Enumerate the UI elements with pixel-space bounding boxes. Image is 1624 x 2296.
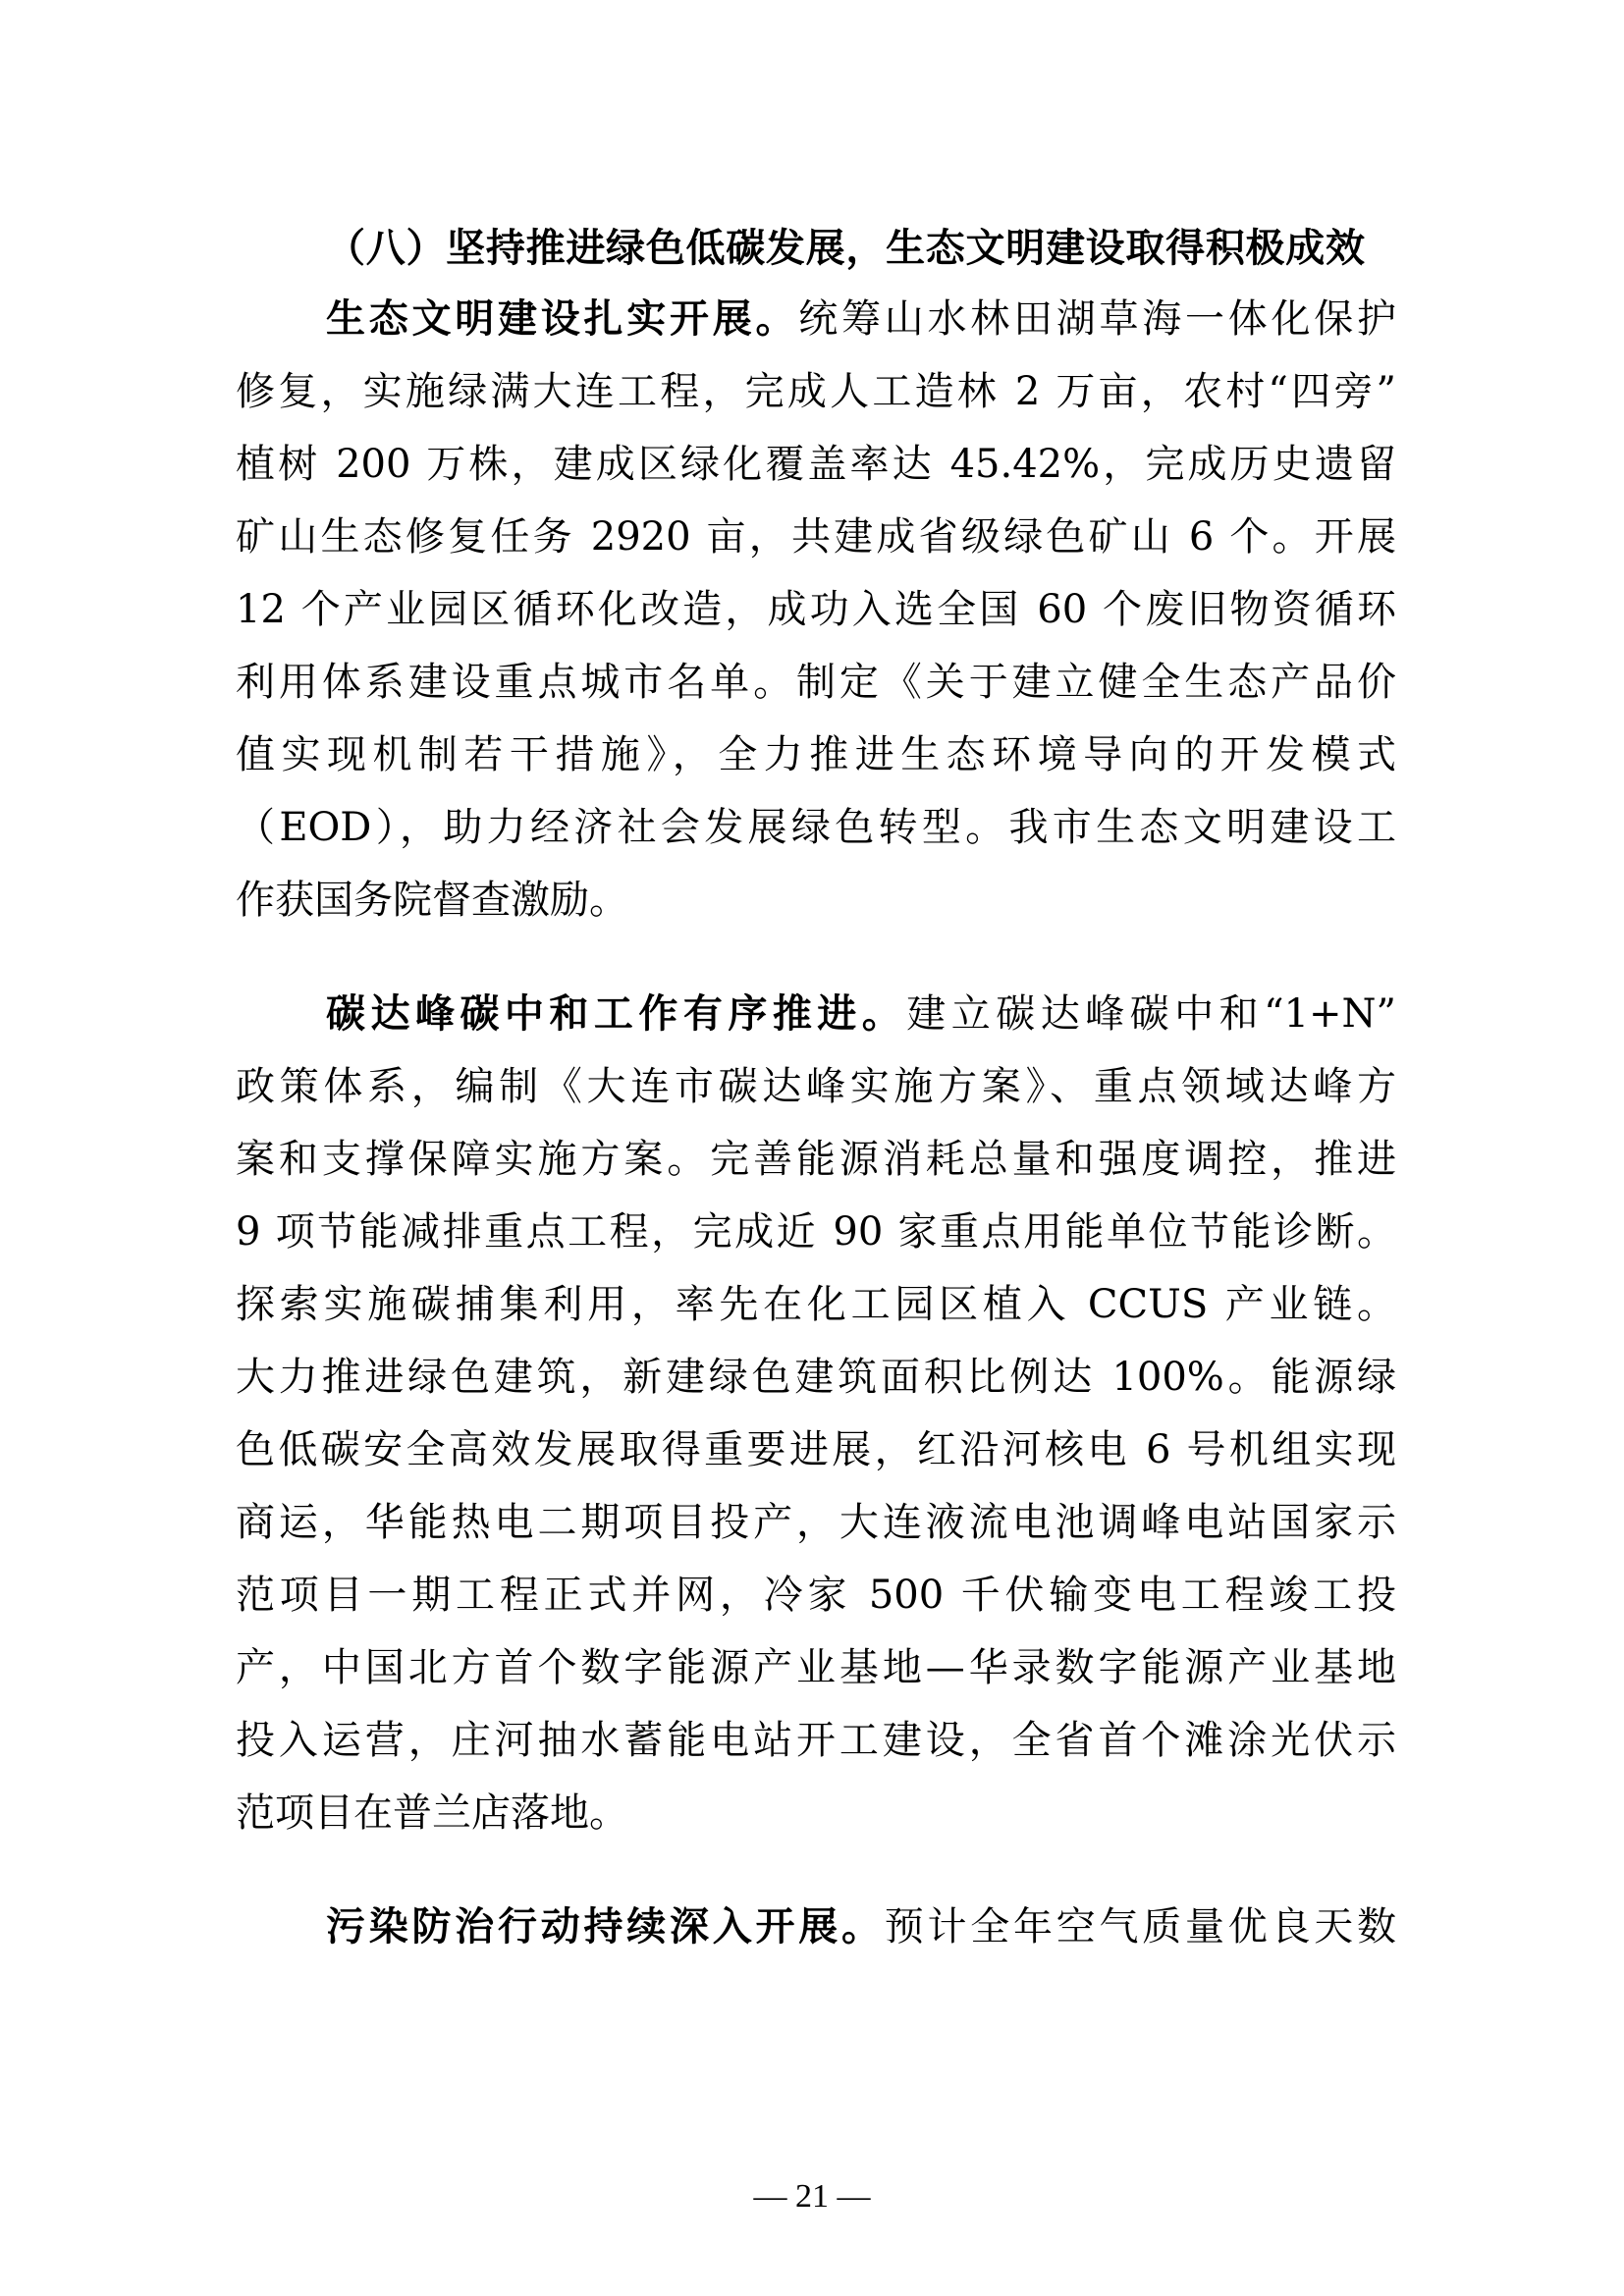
paragraph-lead-title: 碳达峰碳中和工作有序推进。 [326,991,907,1037]
paragraph-line: 植树 200 万株，建成区绿化覆盖率达 45.42%，完成历史遗留 [236,442,1396,487]
paragraph-text: 预计全年空气质量优良天数 [884,1904,1396,1949]
paragraph-line: 值实现机制若干措施》，全力推进生态环境导向的开发模式 [236,732,1396,777]
paragraph-line: （EOD），助力经济社会发展绿色转型。我市生态文明建设工 [236,805,1396,850]
paragraph-lead-title: 污染防治行动持续深入开展。 [326,1904,885,1949]
paragraph-line: 利用体系建设重点城市名单。制定《关于建立健全生态产品价 [236,660,1396,705]
paragraph-line: 矿山生态修复任务 2920 亩，共建成省级绿色矿山 6 个。开展 [236,514,1396,560]
paragraph-line: 大力推进绿色建筑，新建绿色建筑面积比例达 100%。能源绿 [236,1355,1396,1400]
paragraph-line [326,285,1396,353]
paragraph-line: 探索实施碳捕集利用，率先在化工园区植入 CCUS 产业链。 [236,1282,1396,1327]
paragraph-text: 统筹山水林田湖草海一体化保护 [798,296,1396,342]
paragraph-line: 商运，华能热电二期项目投产，大连液流电池调峰电站国家示 [236,1500,1396,1545]
paragraph-lead-title: 生态文明建设扎实开展。 [326,296,799,342]
section-heading: （八）坚持推进绿色低碳发展，生态文明建设取得积极成效 [326,226,1365,271]
paragraph-line: 产，中国北方首个数字能源产业基地—华录数字能源产业基地 [236,1645,1396,1690]
paragraph-line: 投入运营，庄河抽水蓄能电站开工建设，全省首个滩涂光伏示 [236,1718,1396,1763]
paragraph-line: 范项目一期工程正式并网，冷家 500 千伏输变电工程竣工投 [236,1573,1396,1618]
page-number: — 21 — [753,2178,871,2215]
paragraph-line: 案和支撑保障实施方案。完善能源消耗总量和强度调控，推进 [236,1137,1396,1182]
paragraph-line: 9 项节能减排重点工程，完成近 90 家重点用能单位节能诊断。 [236,1209,1396,1255]
paragraph-line: 政策体系，编制《大连市碳达峰实施方案》、重点领域达峰方 [236,1064,1396,1109]
paragraph-line: 色低碳安全高效发展取得重要进展，红沿河核电 6 号机组实现 [236,1427,1396,1472]
paragraph-line: 范项目在普兰店落地。 [236,1790,628,1836]
paragraph-line: 作获国务院督查激励。 [236,878,628,923]
paragraph-line: 修复，实施绿满大连工程，完成人工造林 2 万亩，农村“四旁” [236,369,1396,414]
paragraph-line: 12 个产业园区循环化改造，成功入选全国 60 个废旧物资循环 [236,587,1396,632]
paragraph-line [326,980,1396,1048]
paragraph-text: 建立碳达峰碳中和“1+N” [906,991,1397,1037]
paragraph-line [326,1893,1396,1961]
